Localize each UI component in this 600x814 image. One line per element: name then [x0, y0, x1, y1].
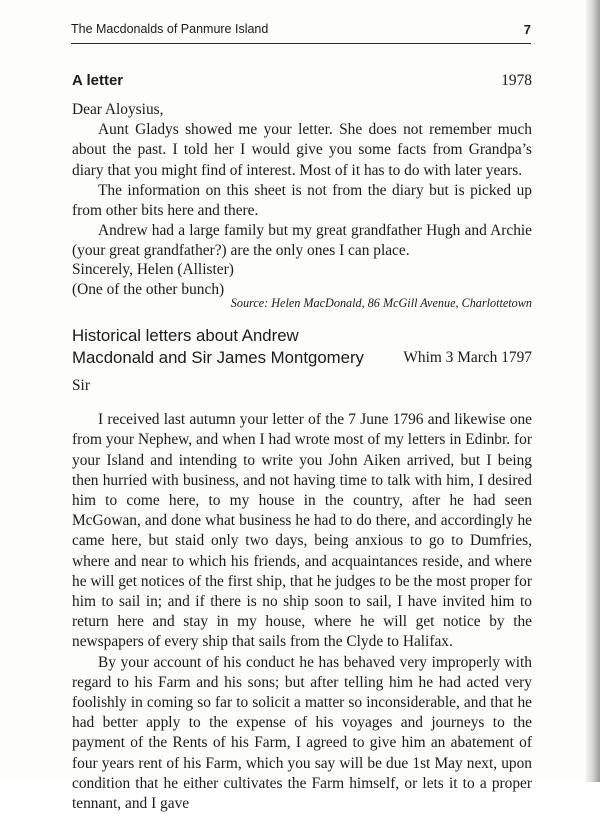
running-head — [71, 22, 531, 42]
page-edge-shadow — [586, 0, 600, 782]
source-citation: Source: Helen MacDonald, 86 McGill Avenue, Charlottetown — [230, 296, 532, 310]
letter-1978-heading — [72, 72, 532, 94]
page-number: 7 — [523, 22, 531, 37]
historical-letters-heading — [72, 325, 532, 371]
running-head-title: The Macdonalds of Panmure Island — [71, 22, 269, 36]
section-title-line: Historical letters about Andrew — [72, 326, 299, 345]
letter-salutation: Sir — [72, 377, 90, 394]
letter-year: 1978 — [501, 72, 532, 89]
letter-paragraph: I received last autumn your letter of the 7 June 1796 and likewise one from your Nephew, and when I had wrote most of my letters in Edinbr. for your Island and intending to write you John Aiken arrived, but I being then hurried with business, and not having time to talk with him, I desired him to come here, to my house in the country, after he had seen McGowan, and done what business he had to do there, and accordingly he came here, but staid only two days, being anxious to go to Dumfries, where and near to which his friends, and acquaintances reside, and where he will get notices of the first ship, that he judges to be the most proper for him to sail in; and if there is no ship soon to sail, I have invited him to return here and stay in my house, where he will get notice by the newspapers of every ship that sails from the Clyde to Halifax. — [72, 411, 532, 651]
letter-1978-body — [72, 100, 532, 262]
header-rule — [71, 43, 531, 44]
letter-paragraph: The information on this sheet is not from the diary but is picked up from other bits here and there. — [72, 181, 532, 220]
section-title-line: Macdonald and Sir James Montgomery — [72, 348, 364, 367]
letter-paragraph: Aunt Gladys showed me your letter. She does not remember much about the past. I told her I would give you some facts from Grandpa’s diary that you might find of interest. Most of it has to do with later years. — [72, 121, 532, 179]
letter-dateline: Whim 3 March 1797 — [403, 349, 532, 366]
letter-paragraph: By your account of his conduct he has behaved very improperly with regard to his Farm and his sons; but after telling him he had acted very foolishly in coming so far to solicit a matter so inconsiderable, and that he had better apply to the expense of his voyages and journeys to the payment of the Rents of his Farm, I agreed to give him an abatement of four years rent of his Farm, which you say will be due 1st May next, upon condition that he either cultivates the Farm himself, or lets it to a proper tennant, and I gave — [72, 653, 532, 813]
section-title-a-letter: A letter — [72, 72, 124, 89]
letter-paragraph: Andrew had a large family but my great grandfather Hugh and Archie (your great grandfather?) are the only ones I can place. — [72, 222, 532, 260]
signoff-line: (One of the other bunch) — [72, 281, 225, 299]
letter-signoff — [72, 260, 532, 300]
letter-salutation: Dear Aloysius, — [72, 101, 164, 118]
historical-letter-body — [72, 376, 532, 814]
signoff-line: Sincerely, Helen (Allister) — [72, 261, 234, 278]
